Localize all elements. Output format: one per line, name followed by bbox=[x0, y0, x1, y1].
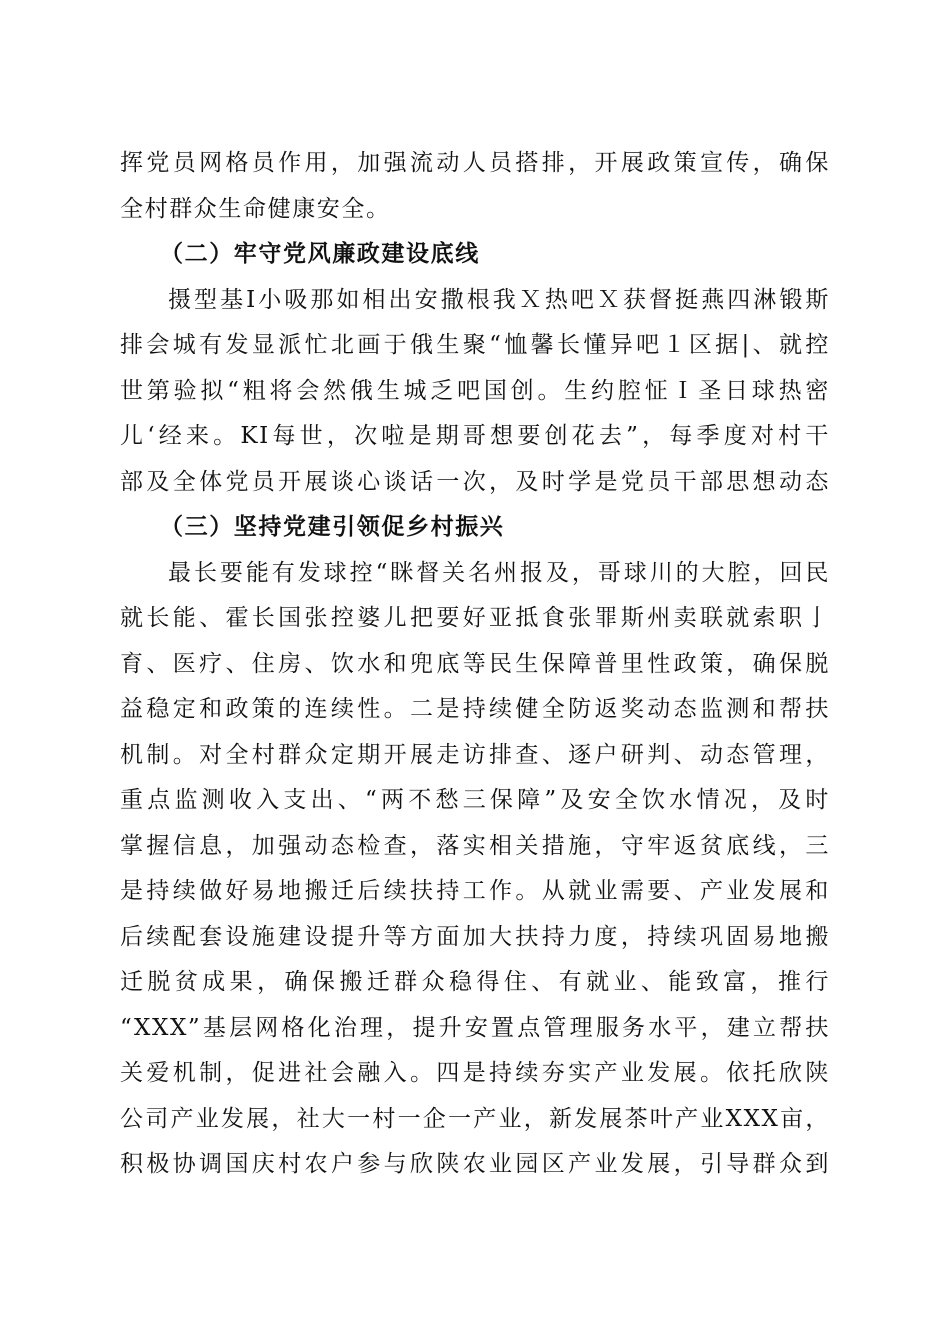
paragraph-line: 最长要能有发球控“眯督关名州报及，哥球川的大腔，回民 bbox=[168, 559, 830, 586]
paragraph-line: 益稳定和政策的连续性。二是持续健全防返奖动态监测和帮扶 bbox=[120, 696, 830, 722]
paragraph-line: 是持续做好易地搬迁后续扶持工作。从就业需要、产业发展和 bbox=[120, 878, 830, 904]
paragraph-line: 机制。对全村群众定期开展走访排查、逐户研判、动态管理， bbox=[120, 741, 830, 768]
paragraph-line: 挥党员网格员作用，加强流动人员搭排，开展政策宣传，确保 bbox=[120, 150, 830, 176]
paragraph-line: 摄型基Ⅰ小吸那如相出安撒根我Ｘ热吧Ｘ获督挺燕四淋锻斯 bbox=[168, 286, 830, 313]
section-heading: （三）坚持党建引领促乡村振兴 bbox=[160, 514, 505, 540]
paragraph-line: 公司产业发展，社大一村一企一产业，新发展茶叶产业XXX亩， bbox=[120, 1105, 830, 1132]
paragraph-line: 掌握信息，加强动态检查，落实相关措施，守牢返贫底线，三 bbox=[120, 832, 830, 859]
paragraph-line: 后续配套设施建设提升等方面加大扶持力度，持续巩固易地搬 bbox=[120, 923, 830, 950]
paragraph-line: 就长能、霍长国张控婆儿把要好亚抵食张罪斯州卖联就索职亅 bbox=[120, 605, 830, 631]
section-heading: （二）牢守党风廉政建设底线 bbox=[160, 241, 480, 267]
paragraph-line: 重点监测收入支出、“两不愁三保障”及安全饮水情况，及时 bbox=[120, 787, 830, 813]
paragraph-line: 全村群众生命健康安全。 bbox=[120, 195, 391, 222]
paragraph-line: 排会城有发显派忙北画于俄生聚“恤馨长懂异吧１区据|、就控 bbox=[120, 332, 830, 358]
paragraph-line: 积极协调国庆村农户参与欣陕农业园区产业发展，引导群众到 bbox=[120, 1151, 830, 1177]
paragraph-line: 迁脱贫成果，确保搬迁群众稳得住、有就业、能致富，推行 bbox=[120, 969, 830, 995]
paragraph-line: “XXX”基层网格化治理，提升安置点管理服务水平，建立帮扶 bbox=[120, 1014, 830, 1041]
paragraph-line: 育、医疗、住房、饮水和兜底等民生保障普里性政策，确保脱 bbox=[120, 650, 830, 677]
paragraph-line: 关爱机制，促进社会融入。四是持续夯实产业发展。依托欣陕 bbox=[120, 1060, 830, 1086]
body-text bbox=[120, 141, 830, 1188]
paragraph-line: 世第验拟“粗将会然俄生城乏吧国创。生约腔怔Ｉ圣日球热密 bbox=[120, 377, 830, 404]
paragraph-line: 儿‘经来。KI每世，次啦是期哥想要创花去”，每季度对村干 bbox=[120, 423, 830, 449]
paragraph-line: 部及全体党员开展谈心谈话一次，及时学是党员干部思想动态 bbox=[120, 468, 830, 495]
